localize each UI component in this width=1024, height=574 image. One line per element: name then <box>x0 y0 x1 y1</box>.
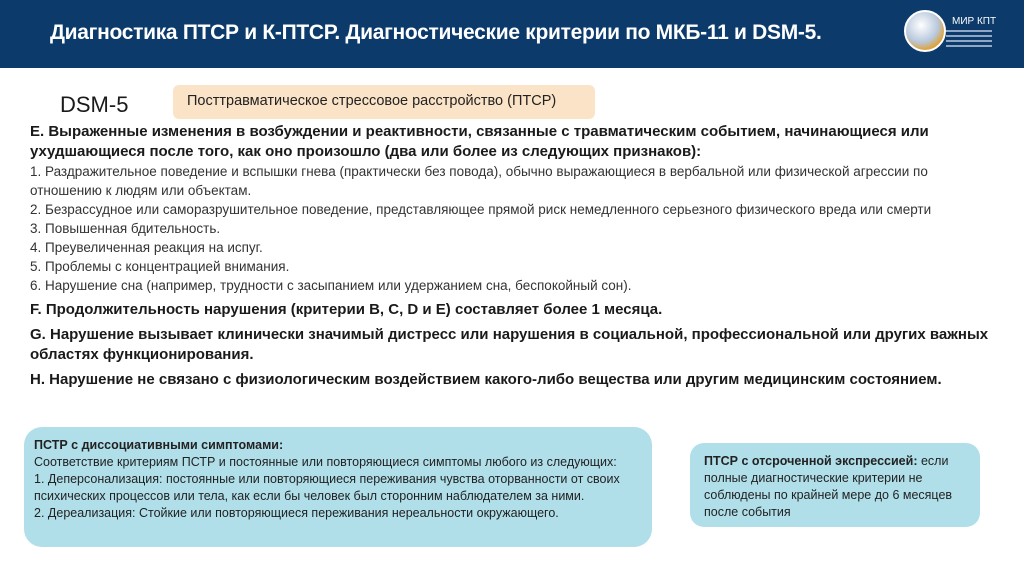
criterion-e: E. Выраженные изменения в возбуждении и реактивности, связанные с травматическим событием, начинающиеся или ухудшающиеся после того, как оно произошло (два или более из следующих признаков): <box>30 123 929 160</box>
criterion-e-item: 5. Проблемы с концентрацией внимания. <box>30 259 290 274</box>
dsm-label: DSM-5 <box>60 92 129 117</box>
dissociative-line: Соответствие критериям ПСТР и постоянные или повторяющиеся симптомы любого из следующих: <box>34 455 617 469</box>
criterion-g: G. Нарушение вызывает клинически значимый дистресс или нарушения в социальной, профессиональной или других важных областях функционирования. <box>30 326 989 363</box>
criterion-f: F. Продолжительность нарушения (критерии B, C, D и E) составляет более 1 месяца. <box>30 301 663 318</box>
logo-globe-icon <box>904 10 946 52</box>
criterion-e-item: 6. Нарушение сна (например, трудности с засыпанием или удержанием сна, беспокойный сон). <box>30 278 632 293</box>
dissociative-line: 1. Деперсонализация: постоянные или повторяющиеся переживания чувства оторванности от своих психических процессов или тела, как если бы человек был сторонним наблюдателем за ними. <box>34 472 620 503</box>
dissociative-line: 2. Дереализация: Стойкие или повторяющиеся переживания нереальности окружающего. <box>34 506 559 520</box>
dissociative-title: ПСТР с диссоциативными симптомами: <box>34 438 284 452</box>
logo-subtitle-lines <box>946 30 996 47</box>
criterion-h: H. Нарушение не связано с физиологическим воздействием какого-либо вещества или другим медицинским состоянием. <box>30 371 942 388</box>
criterion-e-item: 2. Безрассудное или саморазрушительное поведение, представляющее прямой риск немедленного серьезного физического вреда или смерти <box>30 202 932 217</box>
logo-text: МИР КПТ <box>952 15 997 27</box>
delayed-title: ПТСР с отсроченной экспрессией: <box>704 454 918 468</box>
slide-title: Диагностика ПТСР и К-ПТСР. Диагностические критерии по МКБ-11 и DSM-5. <box>50 21 822 44</box>
criteria-text <box>30 122 990 390</box>
logo <box>904 10 996 52</box>
delayed-text: если полные диагностические критерии не соблюдены по крайней мере до 6 месяцев после события <box>704 454 953 519</box>
criterion-e-item: 4. Преувеличенная реакция на испуг. <box>30 240 263 255</box>
criterion-e-item: 3. Повышенная бдительность. <box>30 221 221 236</box>
disorder-pill: Посттравматическое стрессовое расстройство (ПТСР) <box>173 85 595 119</box>
header-bar <box>0 0 1024 68</box>
criterion-e-item: 1. Раздражительное поведение и вспышки гнева (практически без повода), обычно выражающиеся в вербальной или физической агрессии по отношению к людям или объектам. <box>30 164 928 198</box>
delayed-expression-box <box>690 443 980 527</box>
dissociative-box <box>24 427 652 547</box>
